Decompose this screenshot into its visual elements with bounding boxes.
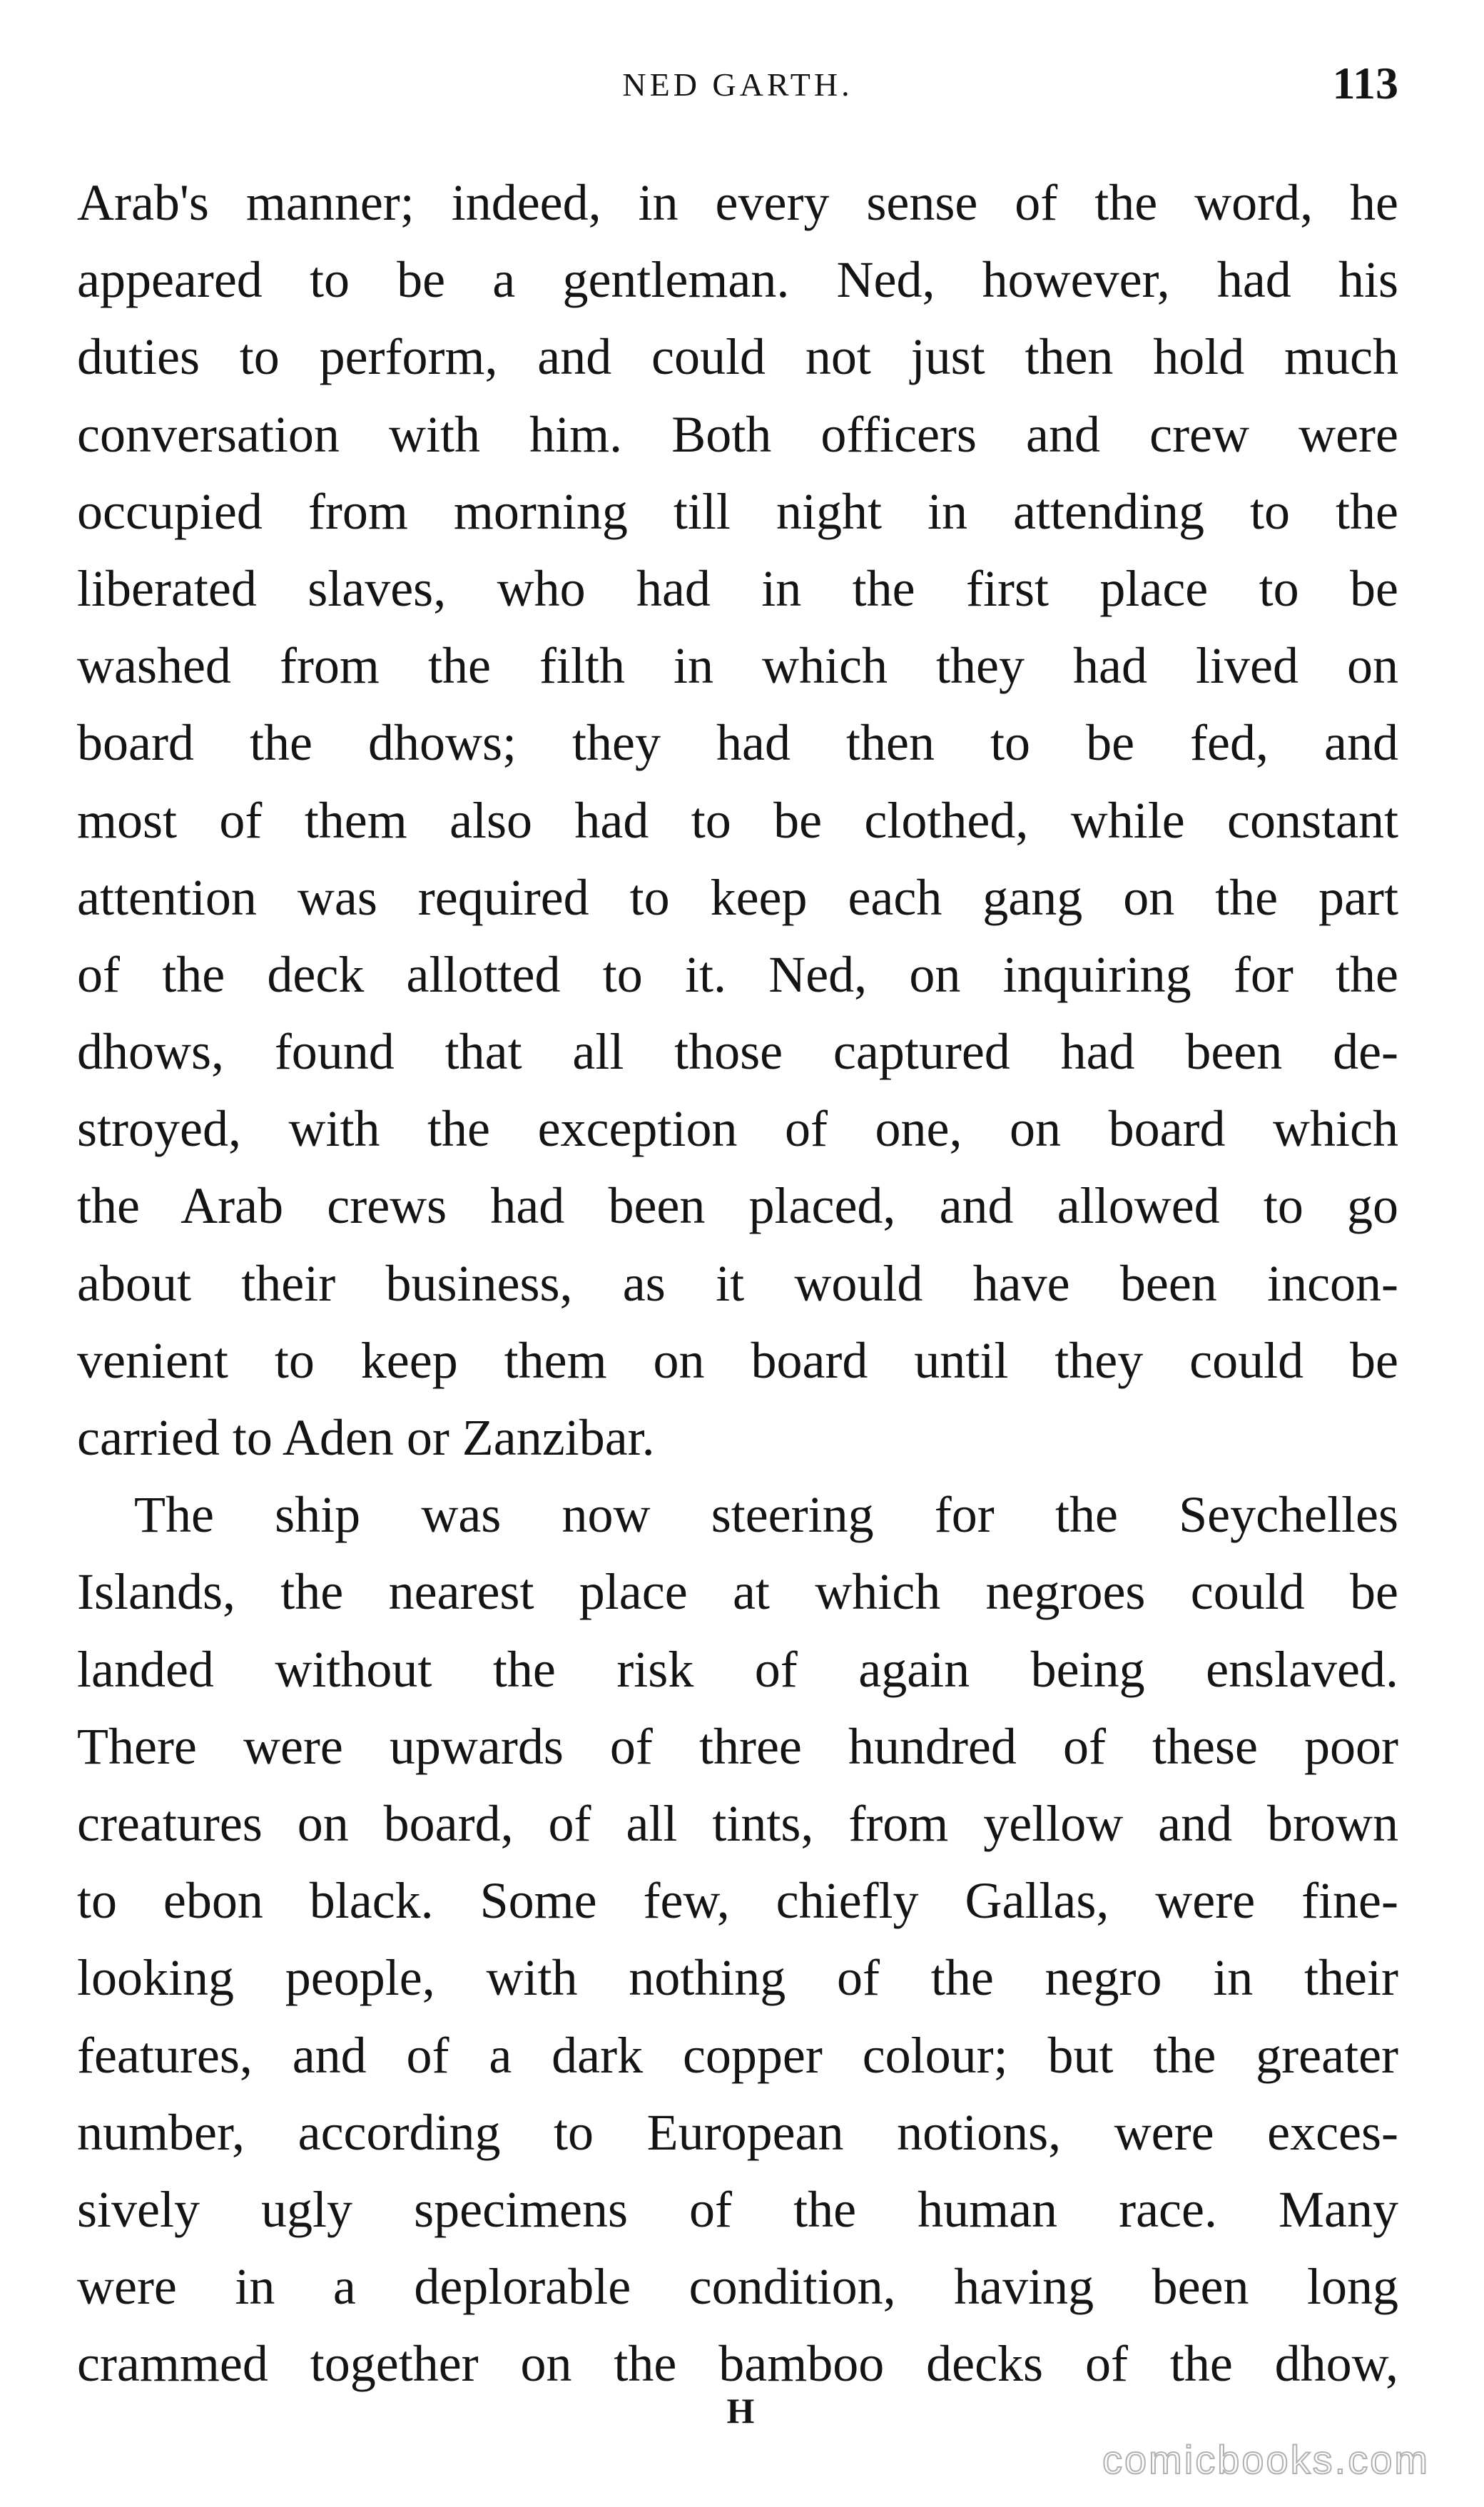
text-line: number, according to European notions, were exces- (77, 2103, 1398, 2161)
text-line: attention was required to keep each gang on the part (77, 868, 1398, 926)
text-line: Islands, the nearest place at which negroes could be (77, 1563, 1398, 1621)
paragraph-1 (77, 164, 1398, 1476)
text-line: carried to Aden or Zanzibar. (77, 1409, 655, 1466)
text-line: washed from the filth in which they had lived on (77, 637, 1398, 695)
text-line: most of them also had to be clothed, while constant (77, 791, 1398, 849)
text-line: Arab's manner; indeed, in every sense of the word, he (77, 174, 1398, 231)
text-line: appeared to be a gentleman. Ned, however, had his (77, 251, 1398, 309)
text-line: occupied from morning till night in attending to the (77, 482, 1398, 540)
text-line: to ebon black. Some few, chiefly Gallas, were fine- (77, 1872, 1398, 1930)
text-line: looking people, with nothing of the negro in their (77, 1949, 1398, 2007)
running-head (77, 57, 1398, 121)
text-line: board the dhows; they had then to be fed, and (77, 714, 1398, 772)
text-line: duties to perform, and could not just then hold much (77, 328, 1398, 386)
text-line: venient to keep them on board until they could be (77, 1331, 1398, 1389)
text-line: were in a deplorable condition, having been long (77, 2258, 1398, 2316)
signature-mark: H (726, 2391, 758, 2431)
body-text (77, 164, 1398, 2402)
page-number: 113 (1332, 58, 1398, 108)
text-line: liberated slaves, who had in the first place to be (77, 559, 1398, 617)
text-line: conversation with him. Both officers and crew were (77, 405, 1398, 463)
text-line: the Arab crews had been placed, and allowed to go (77, 1177, 1398, 1235)
running-title: NED GARTH. (622, 66, 853, 103)
watermark: comicbooks.com (1102, 2437, 1430, 2482)
text-line: about their business, as it would have been incon- (77, 1254, 1398, 1312)
text-line: creatures on board, of all tints, from yellow and brown (77, 1794, 1398, 1852)
text-line: of the deck allotted to it. Ned, on inquiring for the (77, 945, 1398, 1003)
text-line: features, and of a dark copper colour; but the greater (77, 2026, 1398, 2084)
text-line: The ship was now steering for the Seychelles (134, 1486, 1398, 1544)
text-line: dhows, found that all those captured had been de- (77, 1023, 1398, 1081)
text-line: stroyed, with the exception of one, on board which (77, 1100, 1398, 1158)
text-line: There were upwards of three hundred of these poor (77, 1717, 1398, 1775)
text-line: landed without the risk of again being enslaved. (77, 1640, 1398, 1698)
text-line: crammed together on the bamboo decks of the dhow, (77, 2335, 1398, 2393)
text-line: sively ugly specimens of the human race. Many (77, 2180, 1398, 2238)
paragraph-2 (77, 1476, 1398, 2402)
